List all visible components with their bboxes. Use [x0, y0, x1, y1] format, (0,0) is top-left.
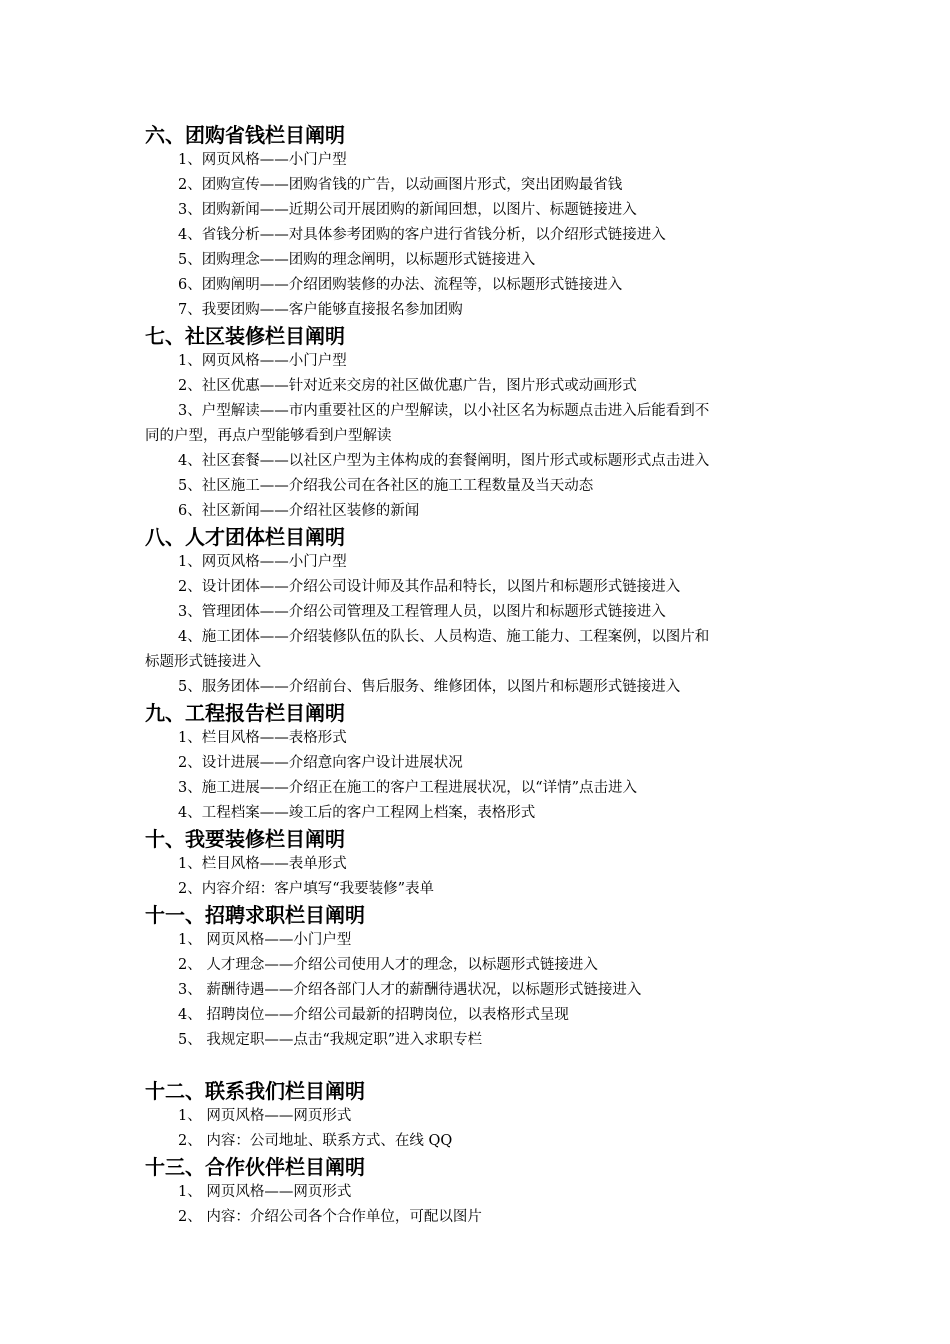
list-item: 5、团购理念——团购的理念阐明，以标题形式链接进入	[178, 252, 536, 268]
section-heading: 十一、招聘求职栏目阐明	[145, 903, 365, 927]
section-i-want-decoration	[145, 826, 815, 902]
section-heading: 六、团购省钱栏目阐明	[145, 123, 345, 147]
list-item: 5、服务团体——介绍前台、售后服务、维修团体，以图片和标题形式链接进入	[178, 679, 681, 695]
list-item: 4、工程档案——竣工后的客户工程网上档案，表格形式	[178, 805, 536, 821]
section-heading: 八、人才团体栏目阐明	[145, 525, 345, 549]
list-item: 3、管理团体——介绍公司管理及工程管理人员，以图片和标题形式链接进入	[178, 604, 666, 620]
list-item: 1、 网页风格——网页形式	[178, 1184, 352, 1200]
list-item: 1、栏目风格——表单形式	[178, 856, 347, 872]
section-heading: 九、工程报告栏目阐明	[145, 701, 345, 725]
section-heading: 十三、合作伙伴栏目阐明	[145, 1155, 365, 1179]
list-item: 3、户型解读——市内重要社区的户型解读，以小社区名为标题点击进入后能看到不	[178, 403, 710, 419]
list-item: 4、社区套餐——以社区户型为主体构成的套餐阐明，图片形式或标题形式点击进入	[178, 453, 710, 469]
list-item: 5、 我规定职——点击“我规定职”进入求职专栏	[178, 1032, 483, 1048]
list-item: 2、 内容：公司地址、联系方式、在线 QQ	[178, 1133, 453, 1149]
list-item: 2、设计团体——介绍公司设计师及其作品和特长，以图片和标题形式链接进入	[178, 579, 681, 595]
list-item: 1、 网页风格——网页形式	[178, 1108, 352, 1124]
section-group-buying	[145, 122, 815, 323]
list-item: 2、 人才理念——介绍公司使用人才的理念，以标题形式链接进入	[178, 957, 598, 973]
list-item: 4、 招聘岗位——介绍公司最新的招聘岗位，以表格形式呈现	[178, 1007, 569, 1023]
section-talent-team	[145, 524, 815, 700]
list-item: 4、施工团体——介绍装修队伍的队长、人员构造、施工能力、工程案例，以图片和	[178, 629, 710, 645]
section-heading: 十、我要装修栏目阐明	[145, 827, 345, 851]
section-heading: 十二、联系我们栏目阐明	[145, 1079, 365, 1103]
list-item: 1、网页风格——小门户型	[178, 353, 347, 369]
section-partners	[145, 1154, 815, 1230]
list-item: 1、网页风格——小门户型	[178, 554, 347, 570]
list-item: 7、我要团购——客户能够直接报名参加团购	[178, 302, 463, 318]
list-item: 2、内容介绍：客户填写“我要装修”表单	[178, 881, 435, 897]
list-item: 3、施工进展——介绍正在施工的客户工程进展状况，以“详情”点击进入	[178, 780, 638, 796]
list-item: 2、社区优惠——针对近来交房的社区做优惠广告，图片形式或动画形式	[178, 378, 637, 394]
section-heading: 七、社区装修栏目阐明	[145, 324, 345, 348]
section-project-report	[145, 700, 815, 826]
list-item: 1、网页风格——小门户型	[178, 152, 347, 168]
list-item-continuation: 标题形式链接进入	[145, 654, 261, 670]
blank-line	[145, 1053, 815, 1078]
list-item: 6、团购阐明——介绍团购装修的办法、流程等，以标题形式链接进入	[178, 277, 623, 293]
list-item: 2、设计进展——介绍意向客户设计进展状况	[178, 755, 463, 771]
list-item-continuation: 同的户型，再点户型能够看到户型解读	[145, 428, 392, 444]
section-community-decoration	[145, 323, 815, 524]
list-item: 1、 网页风格——小门户型	[178, 932, 352, 948]
list-item: 2、 内容：介绍公司各个合作单位，可配以图片	[178, 1209, 482, 1225]
list-item: 1、栏目风格——表格形式	[178, 730, 347, 746]
list-item: 4、省钱分析——对具体参考团购的客户进行省钱分析，以介绍形式链接进入	[178, 227, 666, 243]
section-contact-us	[145, 1078, 815, 1154]
list-item: 3、团购新闻——近期公司开展团购的新闻回想，以图片、标题链接进入	[178, 202, 637, 218]
document-page	[145, 122, 815, 1230]
list-item: 5、社区施工——介绍我公司在各社区的施工工程数量及当天动态	[178, 478, 594, 494]
list-item: 3、 薪酬待遇——介绍各部门人才的薪酬待遇状况，以标题形式链接进入	[178, 982, 642, 998]
list-item: 6、社区新闻——介绍社区装修的新闻	[178, 503, 420, 519]
list-item: 2、团购宣传——团购省钱的广告，以动画图片形式，突出团购最省钱	[178, 177, 623, 193]
section-recruitment	[145, 902, 815, 1053]
